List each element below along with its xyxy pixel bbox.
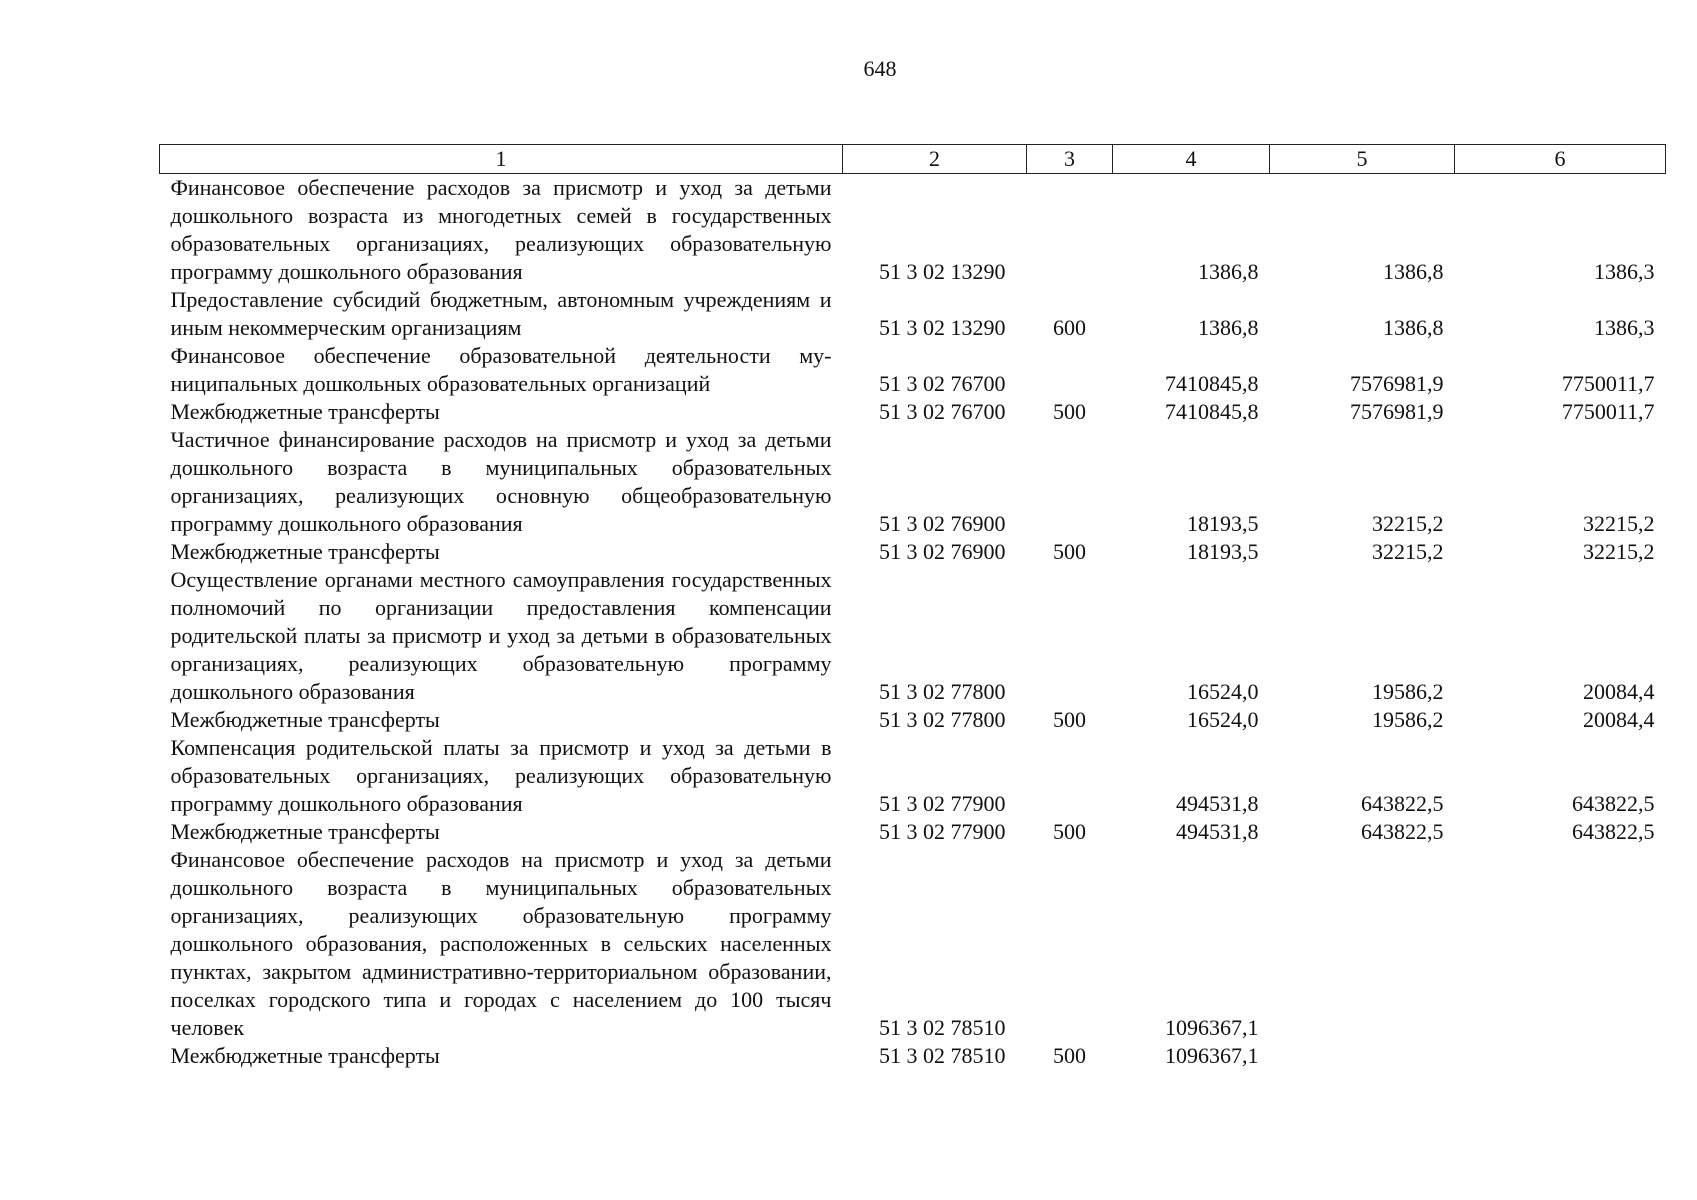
expense-type-cell: 500 bbox=[1053, 539, 1086, 564]
table-row bbox=[160, 846, 1666, 1042]
amount-col5-cell: 643822,5 bbox=[1361, 791, 1444, 816]
amount-col4-cell: 1096367,1 bbox=[1165, 1015, 1259, 1040]
table-row bbox=[160, 342, 1666, 398]
target-code-cell: 51 3 02 77900 bbox=[879, 819, 1006, 844]
amount-col5-cell bbox=[1270, 1042, 1455, 1070]
expense-name-cell: Осуществление органами местного самоуправления государственных полномочий по организации предоставления компенсации родительской платы за присмотр и уход за детьми в образовательных организациях, реализующих образовательную программу дошкольного образования bbox=[170, 567, 832, 704]
budget-table bbox=[159, 144, 1666, 1070]
table-row bbox=[160, 1042, 1666, 1070]
amount-col5-cell: 7576981,9 bbox=[1350, 371, 1444, 396]
amount-col5-cell: 643822,5 bbox=[1361, 819, 1444, 844]
table-row bbox=[160, 538, 1666, 566]
amount-col4-cell: 7410845,8 bbox=[1165, 399, 1259, 424]
amount-col6-cell: 643822,5 bbox=[1572, 791, 1655, 816]
expense-type-cell: 500 bbox=[1053, 819, 1086, 844]
page-number: 648 bbox=[863, 56, 897, 81]
amount-col6-cell: 32215,2 bbox=[1583, 539, 1655, 564]
amount-col4-cell: 1096367,1 bbox=[1165, 1043, 1259, 1068]
target-code-cell: 51 3 02 76700 bbox=[879, 399, 1006, 424]
target-code-cell: 51 3 02 78510 bbox=[879, 1043, 1006, 1068]
amount-col4-cell: 18193,5 bbox=[1187, 539, 1259, 564]
amount-col5-cell: 19586,2 bbox=[1372, 679, 1444, 704]
expense-type-cell bbox=[1027, 174, 1113, 287]
amount-col6-cell: 643822,5 bbox=[1572, 819, 1655, 844]
table-body bbox=[160, 174, 1666, 1071]
expense-name-cell: Межбюджетные трансферты bbox=[170, 707, 440, 732]
amount-col4-cell: 16524,0 bbox=[1187, 707, 1259, 732]
amount-col4-cell: 1386,8 bbox=[1198, 315, 1259, 340]
amount-col6-cell: 1386,3 bbox=[1594, 315, 1655, 340]
expense-type-cell bbox=[1027, 566, 1113, 706]
expense-type-cell: 500 bbox=[1053, 1043, 1086, 1068]
target-code-cell: 51 3 02 13290 bbox=[879, 259, 1006, 284]
amount-col4-cell: 1386,8 bbox=[1198, 259, 1259, 284]
amount-col5-cell: 1386,8 bbox=[1383, 259, 1444, 284]
expense-name-cell: Межбюджетные трансферты bbox=[170, 539, 440, 564]
expense-name-cell: Предоставление субсидий бюджетным, автономным учреждениям и иным некоммерческим организациям bbox=[170, 287, 832, 340]
amount-col4-cell: 494531,8 bbox=[1176, 819, 1259, 844]
amount-col6-cell bbox=[1455, 846, 1666, 1042]
expense-name-cell: Межбюджетные трансферты bbox=[170, 399, 440, 424]
table-row bbox=[160, 818, 1666, 846]
table-row bbox=[160, 286, 1666, 342]
amount-col4-cell: 7410845,8 bbox=[1165, 371, 1259, 396]
amount-col5-cell: 32215,2 bbox=[1372, 511, 1444, 536]
header-cell-5: 5 bbox=[1270, 145, 1455, 174]
amount-col6-cell: 20084,4 bbox=[1583, 707, 1655, 732]
expense-name-cell: Финансовое обеспечение образовательной деятельности муниципальных дошкольных образовательных организаций bbox=[170, 343, 832, 396]
table-header-row bbox=[160, 145, 1666, 174]
header-cell-1: 1 bbox=[160, 145, 843, 174]
amount-col4-cell: 16524,0 bbox=[1187, 679, 1259, 704]
target-code-cell: 51 3 02 13290 bbox=[879, 315, 1006, 340]
target-code-cell: 51 3 02 77800 bbox=[879, 707, 1006, 732]
expense-name-cell: Финансовое обеспечение расходов за присмотр и уход за детьми дошкольного возраста из многодетных семей в государственных образовательных организациях, реализующих образовательную программу дошкольного образования bbox=[170, 175, 832, 284]
table-row bbox=[160, 734, 1666, 818]
target-code-cell: 51 3 02 77800 bbox=[879, 679, 1006, 704]
table-row bbox=[160, 174, 1666, 287]
target-code-cell: 51 3 02 76900 bbox=[879, 511, 1006, 536]
amount-col5-cell: 1386,8 bbox=[1383, 315, 1444, 340]
amount-col5-cell: 32215,2 bbox=[1372, 539, 1444, 564]
target-code-cell: 51 3 02 77900 bbox=[879, 791, 1006, 816]
header-cell-3: 3 bbox=[1027, 145, 1113, 174]
expense-name-cell: Компенсация родительской платы за присмотр и уход за детьми в образовательных организациях, реализующих образовательную программу дошкольного образования bbox=[170, 735, 832, 816]
amount-col5-cell: 7576981,9 bbox=[1350, 399, 1444, 424]
header-cell-2: 2 bbox=[843, 145, 1027, 174]
expense-name-cell: Финансовое обеспечение расходов на присмотр и уход за детьми дошкольного возраста в муниципальных образовательных организациях, реализующих образовательную программу дошкольного образования, расположенных в сельских населенных пунктах, закрытом административно-территориальном образовании, поселках городского типа и городах с населением до 100 тысяч человек bbox=[170, 847, 832, 1040]
header-cell-4: 4 bbox=[1113, 145, 1270, 174]
expense-type-cell bbox=[1027, 342, 1113, 398]
expense-type-cell: 500 bbox=[1053, 707, 1086, 732]
target-code-cell: 51 3 02 76700 bbox=[879, 371, 1006, 396]
expense-name-cell: Частичное финансирование расходов на присмотр и уход за детьми дошкольного возраста в муниципальных образовательных организациях, реализующих основную общеобразовательную программу дошкольного образования bbox=[170, 427, 832, 536]
target-code-cell: 51 3 02 76900 bbox=[879, 539, 1006, 564]
amount-col5-cell bbox=[1270, 846, 1455, 1042]
amount-col6-cell: 1386,3 bbox=[1594, 259, 1655, 284]
amount-col6-cell: 7750011,7 bbox=[1561, 371, 1655, 396]
expense-type-cell bbox=[1027, 734, 1113, 818]
expense-name-cell: Межбюджетные трансферты bbox=[170, 819, 440, 844]
amount-col5-cell: 19586,2 bbox=[1372, 707, 1444, 732]
expense-type-cell bbox=[1027, 846, 1113, 1042]
amount-col6-cell: 32215,2 bbox=[1583, 511, 1655, 536]
header-cell-6: 6 bbox=[1455, 145, 1666, 174]
amount-col6-cell: 7750011,7 bbox=[1561, 399, 1655, 424]
expense-type-cell: 600 bbox=[1053, 315, 1086, 340]
table-row bbox=[160, 706, 1666, 734]
amount-col4-cell: 18193,5 bbox=[1187, 511, 1259, 536]
expense-type-cell bbox=[1027, 426, 1113, 538]
target-code-cell: 51 3 02 78510 bbox=[879, 1015, 1006, 1040]
amount-col6-cell: 20084,4 bbox=[1583, 679, 1655, 704]
expense-name-cell: Межбюджетные трансферты bbox=[170, 1043, 440, 1068]
amount-col4-cell: 494531,8 bbox=[1176, 791, 1259, 816]
expense-type-cell: 500 bbox=[1053, 399, 1086, 424]
table-row bbox=[160, 398, 1666, 426]
amount-col6-cell bbox=[1455, 1042, 1666, 1070]
table-row bbox=[160, 426, 1666, 538]
table-row bbox=[160, 566, 1666, 706]
